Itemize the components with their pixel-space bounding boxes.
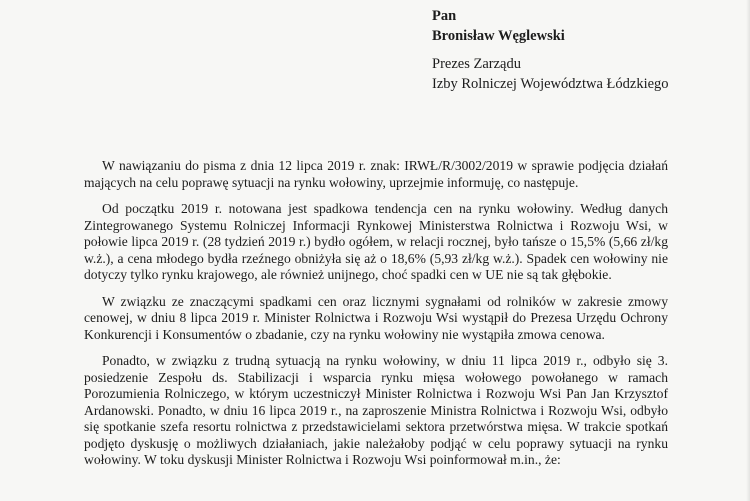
recipient-address-block bbox=[432, 6, 669, 94]
paragraph-meetings: Ponadto, w związku z trudną sytuacją na rynku wołowiny, w dniu 11 lipca 2019 r., odbyło się 3. posiedzenie Zespołu ds. Stabilizacji i wsparcia rynku mięsa wołowego powołanego w ramach Porozumienia Rolniczego, w którym uczestniczył Minister Rolnictwa i Rozwoju Wsi Pan Jan Krzysztof Ardanowski. Ponadto, w dniu 16 lipca 2019 r., na zaproszenie Ministra Rolnictwa i Rozwoju Wsi, odbyło się spotkanie szefa resortu rolnictwa z przedstawicielami sektora przetwórstwa mięsa. W trakcie spotkań podjęto dyskusję o możliwych działaniach, jakie należałoby podjąć w celu poprawy sytuacji na rynku wołowiny. W toku dyskusji Minister Rolnictwa i Rozwoju Wsi poinformował m.in., że: bbox=[84, 353, 668, 467]
paragraph-competition-office: W związku ze znaczącymi spadkami cen oraz licznymi sygnałami od rolników w zakresie zmowy cenowej, w dniu 8 lipca 2019 r. Minister Rolnictwa i Rozwoju Wsi wystąpił do Prezesa Urzędu Ochrony Konkurencji i Konsumentów o zbadanie, czy na rynku wołowiny nie wystąpiła zmowa cenowa. bbox=[84, 293, 668, 342]
recipient-name: Bronisław Węglewski bbox=[432, 28, 565, 44]
scan-shadow-edge bbox=[746, 0, 750, 501]
paragraph-reference: W nawiązaniu do pisma z dnia 12 lipca 2019 r. znak: IRWŁ/R/3002/2019 w sprawie podjęcia działań mających na celu poprawę sytuacji na rynku wołowiny, uprzejmie informuję, co następuje. bbox=[84, 158, 668, 190]
paragraph-price-trend: Od początku 2019 r. notowana jest spadkowa tendencja cen na rynku wołowiny. Według danych Zintegrowanego Systemu Rolniczej Informacji Rynkowej Ministerstwa Rolnictwa i Rozwoju Wsi, w połowie lipca 2019 r. (28 tydzień 2019 r.) bydło ogółem, w relacji rocznej, było tańsze o 15,5% (5,66 zł/kg w.ż.), a cena młodego bydła rzeźnego obniżyła się aż o 18,6% (5,93 zł/kg w.ż.). Spadek cen wołowiny nie dotyczy tylko rynku krajowego, ale również unijnego, choć spadki cen w UE nie są tak głębokie. bbox=[84, 201, 668, 282]
recipient-role: Prezes Zarządu bbox=[432, 56, 521, 72]
recipient-organization: Izby Rolniczej Województwa Łódzkiego bbox=[432, 76, 669, 92]
letter-body bbox=[84, 158, 668, 479]
recipient-salutation: Pan bbox=[432, 8, 457, 24]
